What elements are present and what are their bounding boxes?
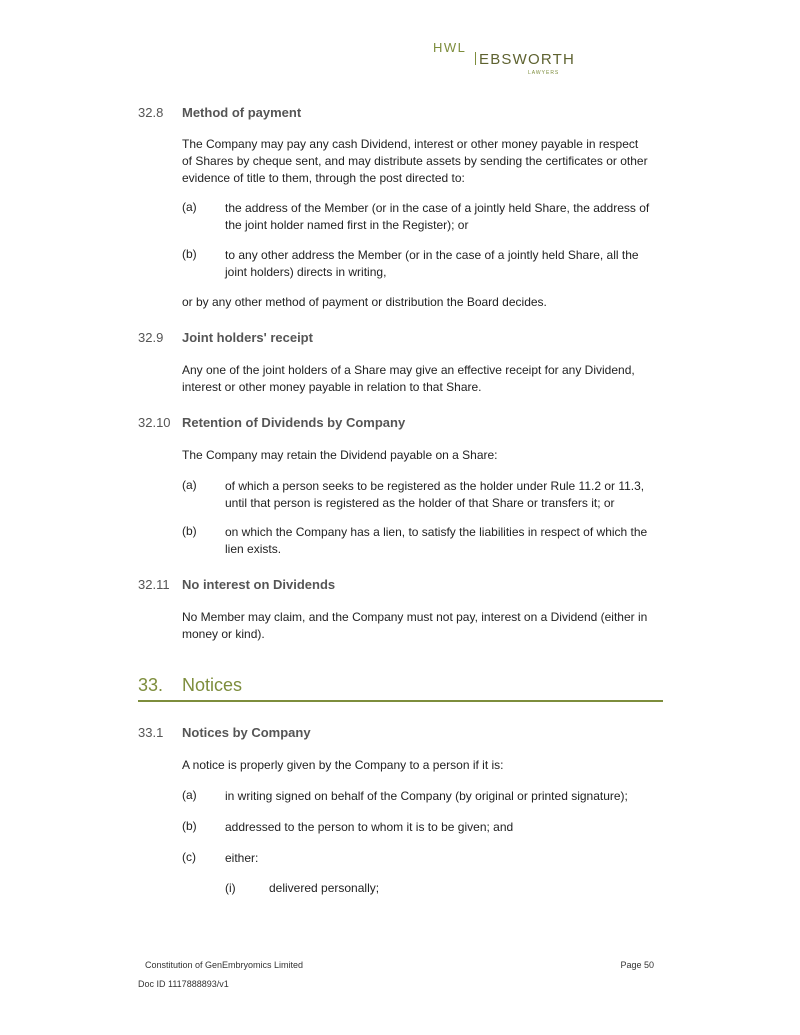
logo-ebsworth: EBSWORTH	[479, 51, 575, 68]
clause-heading: Method of payment	[182, 105, 302, 120]
list-item-line: of which a person seeks to be registered as the holder under Rule 11.2 or 11.3,	[225, 479, 645, 493]
list-item-line: the address of the Member (or in the case of a jointly held Share, the address of	[225, 201, 650, 215]
footer-page-number: Page 50	[620, 960, 654, 970]
section-title: Notices	[182, 675, 243, 695]
list-label: (a)	[182, 478, 197, 492]
clause-number: 32.10	[138, 415, 171, 430]
list-label: (b)	[182, 524, 197, 538]
paragraph-line: of Shares by cheque sent, and may distribute assets by sending the certificates or other	[182, 154, 648, 168]
paragraph-line: interest or other money payable in relation to that Share.	[182, 380, 482, 394]
paragraph-line: A notice is properly given by the Company to a person if it is:	[182, 758, 504, 772]
sublist-item-line: delivered personally;	[269, 881, 380, 895]
section-number: 33.	[138, 675, 164, 695]
paragraph-line: Any one of the joint holders of a Share may give an effective receipt for any Dividend,	[182, 363, 635, 377]
list-item-line: lien exists.	[225, 542, 282, 556]
clause-heading: Notices by Company	[182, 725, 311, 740]
clause-number: 32.9	[138, 330, 164, 345]
list-item-line: joint holders) directs in writing,	[225, 265, 387, 279]
list-item-line: until that person is registered as the holder of that Share or transfers it; or	[225, 496, 615, 510]
logo-hwl: HWL	[433, 40, 467, 55]
clause-heading: Retention of Dividends by Company	[182, 415, 406, 430]
clause-heading: Joint holders' receipt	[182, 330, 313, 345]
list-label: (c)	[182, 850, 196, 864]
clause-number: 32.8	[138, 105, 164, 120]
logo-divider	[475, 52, 476, 65]
list-item-line: addressed to the person to whom it is to be given; and	[225, 820, 514, 834]
list-item-line: in writing signed on behalf of the Company (by original or printed signature);	[225, 789, 628, 803]
list-label: (b)	[182, 247, 197, 261]
sublist-label: (i)	[225, 881, 236, 895]
list-item-line: on which the Company has a lien, to satisfy the liabilities in respect of which the	[225, 525, 648, 539]
list-item-line: the joint holder named first in the Register); or	[225, 218, 469, 232]
clause-heading: No interest on Dividends	[182, 577, 336, 592]
list-label: (a)	[182, 788, 197, 802]
paragraph-line: No Member may claim, and the Company must not pay, interest on a Dividend (either in	[182, 610, 648, 624]
clause-number: 33.1	[138, 725, 164, 740]
logo-lawyers: LAWYERS	[528, 70, 560, 76]
footer-doc-id: Doc ID 1117888893/v1	[138, 979, 229, 989]
paragraph-line: The Company may pay any cash Dividend, interest or other money payable in respect	[182, 137, 639, 151]
list-item-line: to any other address the Member (or in the case of a jointly held Share, all the	[225, 248, 639, 262]
paragraph-line: The Company may retain the Dividend payable on a Share:	[182, 448, 498, 462]
paragraph-line: money or kind).	[182, 627, 265, 641]
paragraph-line: or by any other method of payment or distribution the Board decides.	[182, 295, 547, 309]
paragraph-line: evidence of title to them, through the post directed to:	[182, 171, 465, 185]
footer-document-title: Constitution of GenEmbryomics Limited	[145, 960, 304, 970]
list-item-line: either:	[225, 851, 259, 865]
hwl-ebsworth-logo	[433, 40, 575, 80]
list-label: (b)	[182, 819, 197, 833]
list-label: (a)	[182, 200, 197, 214]
section-divider	[138, 700, 663, 702]
clause-number: 32.11	[138, 577, 170, 592]
